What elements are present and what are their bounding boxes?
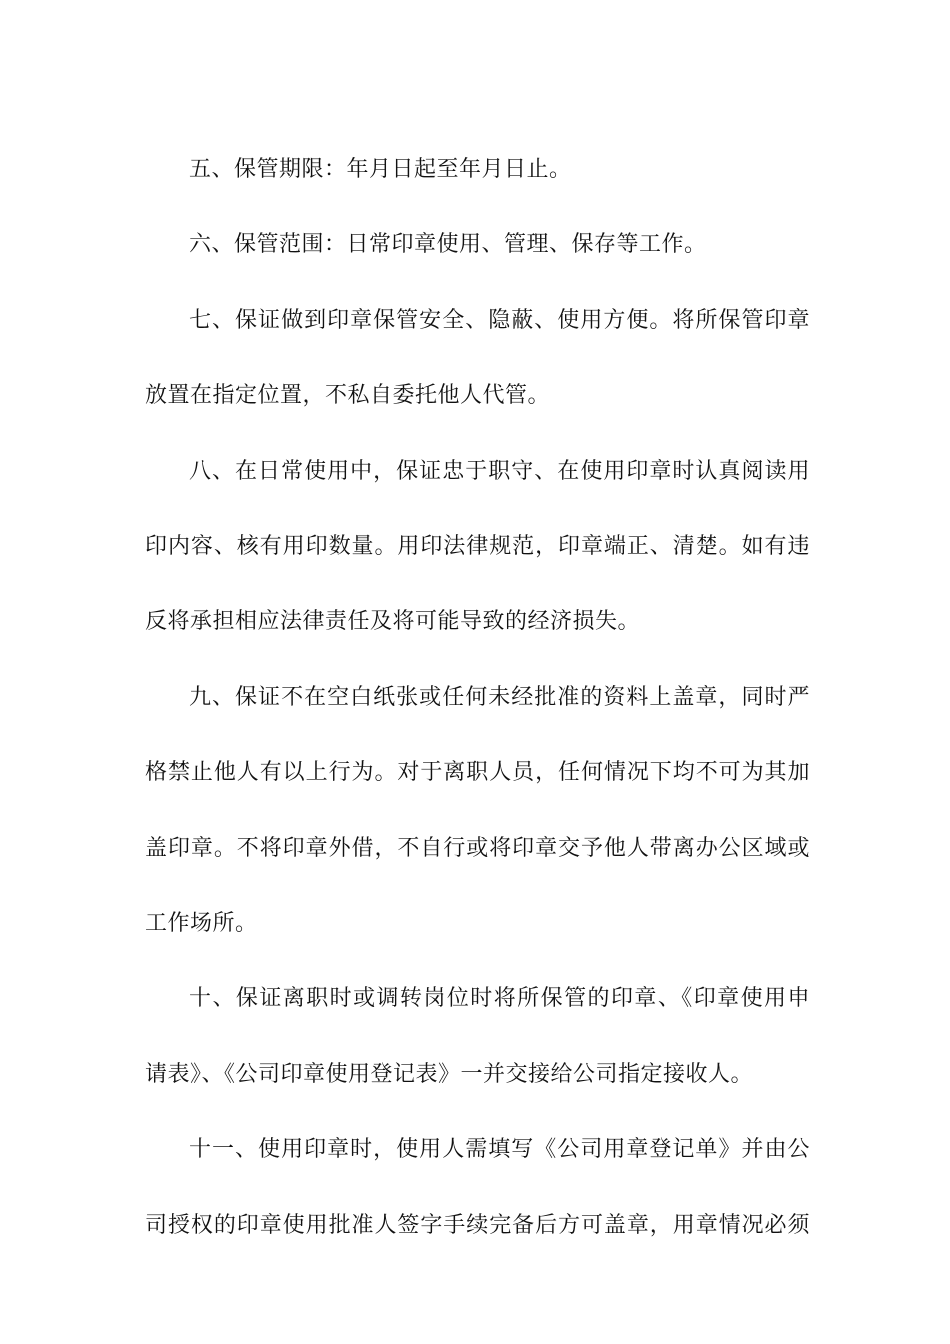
- paragraph-line: 十、保证离职时或调转岗位时将所保管的印章、《印章使用申: [189, 986, 810, 1012]
- paragraph-line: 七、保证做到印章保管安全、隐蔽、使用方便。将所保管印章: [189, 307, 810, 333]
- paragraph-line: 十一、使用印章时，使用人需填写《公司用章登记单》并由公: [189, 1137, 810, 1163]
- paragraph-9: [145, 660, 810, 962]
- paragraph-10: [145, 961, 810, 1112]
- document-body: [145, 132, 810, 1263]
- paragraph-line: 印内容、核有用印数量。用印法律规范，印章端正、清楚。如有违: [145, 534, 810, 560]
- paragraph-line: 格禁止他人有以上行为。对于离职人员，任何情况下均不可为其加: [145, 760, 810, 786]
- paragraph-11: [145, 1112, 810, 1263]
- paragraph-line: 九、保证不在空白纸张或任何未经批准的资料上盖章，同时严: [189, 684, 810, 710]
- paragraph-line: 八、在日常使用中，保证忠于职守、在使用印章时认真阅读用: [189, 458, 810, 484]
- paragraph-5: [145, 132, 810, 207]
- paragraph-6: [145, 207, 810, 282]
- paragraph-line: 六、保管范围：日常印章使用、管理、保存等工作。: [189, 232, 707, 258]
- paragraph-line: 请表》、《公司印章使用登记表》一并交接给公司指定接收人。: [145, 1061, 754, 1087]
- paragraph-line: 反将承担相应法律责任及将可能导致的经济损失。: [145, 609, 641, 635]
- paragraph-line: 司授权的印章使用批准人签字手续完备后方可盖章，用章情况必须: [145, 1212, 810, 1238]
- paragraph-8: [145, 434, 810, 660]
- paragraph-line: 盖印章。不将印章外借，不自行或将印章交予他人带离办公区域或: [145, 835, 810, 861]
- paragraph-7: [145, 283, 810, 434]
- paragraph-line: 放置在指定位置，不私自委托他人代管。: [145, 383, 551, 409]
- paragraph-line: 五、保管期限：年月日起至年月日止。: [189, 157, 572, 182]
- paragraph-line: 工作场所。: [145, 911, 258, 937]
